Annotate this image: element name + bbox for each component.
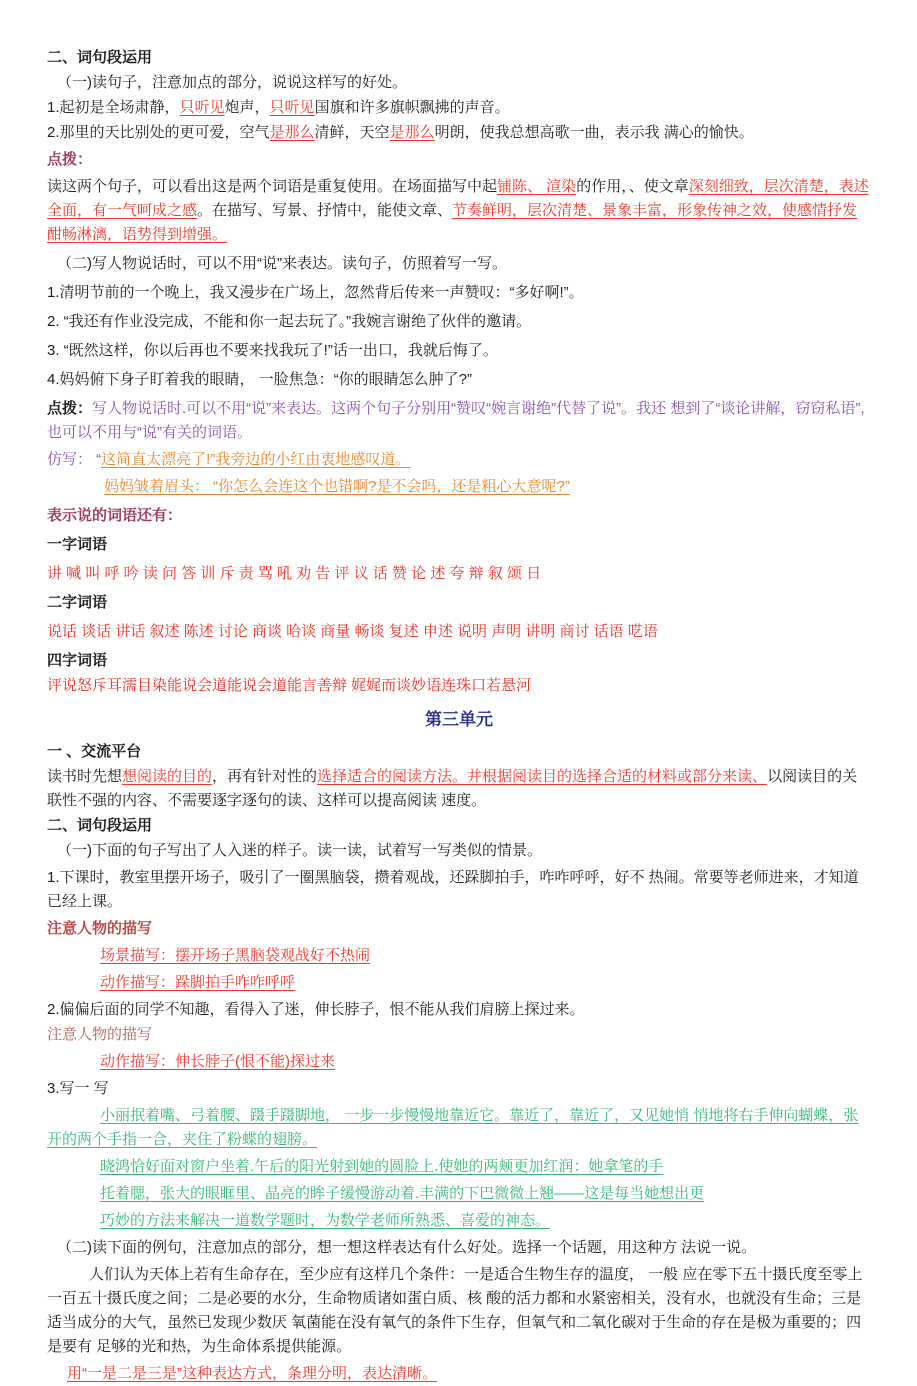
text-segment: 是那么 — [389, 124, 435, 141]
text-segment: 一字词语 — [47, 536, 108, 553]
text-segment: 评说怒斥耳濡目染能说会道能说会道能言善辩 娓娓而谈妙语连珠口若悬河 — [47, 677, 532, 694]
paragraph — [47, 1236, 871, 1260]
text-segment: 巧妙的方法来解决一道数学题时，为数学老师所熟悉、喜爱的神态。 — [100, 1212, 551, 1229]
model-sentence — [47, 1209, 871, 1233]
text-segment: 讲 喊 叫 呼 吟 读 问 答 训 斥 责 骂 吼 劝 告 评 议 话 赞 论 述 夸 辩 叙 颂 日 — [47, 565, 542, 582]
text-segment: 想阅读的目的 — [122, 768, 213, 785]
text-segment: 以阅读目的关联性不强的内容、不需要逐字逐句的读、这样可以提高阅读 速度。 — [47, 768, 858, 809]
paragraph — [47, 121, 871, 145]
text-segment: 国旗和许多旗帜飘拂的声音。 — [314, 99, 510, 116]
text-segment: 选择适合的阅读方法。并根据阅读目的选择合适的材料或部分来读、 — [317, 768, 768, 785]
text-segment: 这简直太漂亮了!”我旁边的小红由衷地感叹道。 — [101, 451, 411, 468]
text-segment: （二)写人物说话时，可以不用“说”来表达。读句子，仿照着写一写。 — [57, 255, 507, 272]
paragraph — [47, 839, 871, 863]
unit-title — [47, 708, 871, 732]
section-heading — [47, 814, 871, 838]
paragraph — [47, 1077, 871, 1101]
text-segment: 1.清明节前的一个晚上，我又漫步在广场上，忽然背后传来一声赞叹：“多好啊!”。 — [47, 284, 584, 301]
text-segment: 节奏鲜明，层次清楚、景象丰富，形象传神之效，使感情抒发酣畅淋漓，语势得到增强。 — [47, 202, 858, 243]
paragraph — [47, 368, 871, 392]
model-sentence — [47, 1104, 871, 1152]
model-sentence — [47, 1155, 871, 1179]
tip-heading — [47, 148, 871, 172]
paragraph — [47, 310, 871, 334]
text-segment: 只听见 — [179, 99, 225, 116]
text-segment: ，再有针对性的 — [212, 768, 318, 785]
paragraph — [47, 339, 871, 363]
text-segment: 的作用，、使文章 — [576, 178, 689, 195]
annotation-line — [47, 1362, 871, 1386]
text-segment: 3. “既然这样，你以后再也不要来找我玩了!”话一出口，我就后悔了。 — [47, 342, 498, 359]
text-segment: 动作描写：跺脚拍手咋咋呼呼 — [100, 974, 296, 991]
model-sentence — [47, 1182, 871, 1206]
text-segment: 说话 谈话 讲话 叙述 陈述 讨论 商谈 哈谈 商量 畅谈 复述 申述 说明 声明 讲明 商讨 话语 呓语 — [47, 623, 658, 640]
text-segment: 注意人物的描写 — [47, 1026, 153, 1043]
text-segment: 3.写一 写 — [47, 1080, 109, 1097]
text-segment: 2.偏偏后面的同学不知趣，看得入了迷，伸长脖子，恨不能从我们肩膀上探过来。 — [47, 1001, 585, 1018]
text-segment: 仿写： “ — [47, 451, 102, 468]
text-segment: 深刻细致，层次清楚，表述全面，有一气呵成之感 — [47, 178, 869, 219]
text-segment: 点拨： — [47, 151, 93, 168]
text-segment: 是那么 — [269, 124, 315, 141]
word-list — [47, 562, 871, 586]
text-segment: 注意人物的描写 — [47, 920, 153, 937]
text-segment: 场景描写：摆开场子黑脑袋观战好不热闹 — [100, 947, 371, 964]
text-segment: 二字词语 — [47, 594, 108, 611]
paragraph — [47, 866, 871, 914]
text-segment: 读书时先想 — [47, 768, 123, 785]
annotation-line — [47, 971, 871, 995]
annotation-line — [47, 944, 871, 968]
text-segment: 1.起初是全场肃静， — [47, 99, 180, 116]
text-segment: 第三单元 — [425, 710, 493, 729]
section-heading — [47, 46, 871, 70]
note-heading — [47, 917, 871, 941]
text-segment: 2.那里的天比别处的更可爱，空气 — [47, 124, 270, 141]
imitation-line — [47, 475, 871, 499]
text-segment: 二、词句段运用 — [47, 817, 153, 834]
text-segment: 一 、交流平台 — [47, 743, 142, 760]
text-segment: 人们认为天体上若有生命存在，至少应有这样几个条件：一是适合生物生存的温度， 一般 应在零下五十摄氏度至零上一百五十摄氏度之间；二是必要的水分，生命物质诸如蛋白质、核 酸的活力都和水紧密相关，没有水，也就没有生命；三是适当成分的大气，虽然已发现少数厌 氧菌能在没有氧气的条件下生存，但氧气和二氧化碳对于生命的存在是极为重要的；四是要有 足够的光和热，为生命体系提供能源。 — [47, 1266, 863, 1355]
tip-paragraph — [47, 397, 871, 445]
list-heading — [47, 533, 871, 557]
text-segment: 四字词语 — [47, 652, 108, 669]
paragraph — [47, 1263, 871, 1359]
list-heading — [47, 504, 871, 528]
text-segment: （一)下面的句子写出了人入迷的样子。读一读，试着写一写类似的情景。 — [57, 842, 542, 859]
paragraph — [47, 96, 871, 120]
text-segment: （二)读下面的例句，注意加点的部分，想一想这样表达有什么好处。选择一个话题，用这种方 法说一说。 — [57, 1239, 757, 1256]
text-segment: 铺陈、 渲染 — [497, 178, 577, 195]
text-segment: 1.下课时，教室里摆开场子，吸引了一圈黑脑袋，攒着观战，还跺脚拍手，咋咋呼呼，好不 热闹。常要等老师进来，才知道已经上课。 — [47, 869, 859, 910]
text-segment: 动作描写：伸长脖子(恨不能)探过来 — [100, 1053, 335, 1070]
text-segment: 妈妈皱着眉头： “你怎么会连这个也错啊?是不会吗，还是粗心大意呢?” — [104, 478, 570, 495]
text-segment: 炮声， — [224, 99, 270, 116]
text-segment: （一)读句子，注意加点的部分，说说这样写的好处。 — [57, 74, 407, 91]
text-segment: 写人物说话时.可以不用“说”来表达。这两个句子分别用“赞叹“婉言谢绝”代替了说”。我还 想到了“谈论讲解，窃窃私语”,也可以不用与“说”有关的词语。 — [47, 400, 865, 441]
imitation-line — [47, 448, 871, 472]
text-segment: 晓鸿恰好面对窗户坐着.午后的阳光射到她的圆脸上.使她的两颊更加红润：她拿笔的手 — [100, 1158, 664, 1175]
text-segment: 读这两个句子，可以看出这是两个词语是重复使用。在场面描写中起 — [47, 178, 498, 195]
text-segment: 二、词句段运用 — [47, 49, 153, 66]
text-segment: 。在描写、写景、抒情中，能使文章、 — [197, 202, 453, 219]
text-segment: 点拨： — [47, 400, 93, 417]
annotation-line — [47, 1050, 871, 1074]
text-segment: 明朗，使我总想高歌一曲，表示我 满心的愉快。 — [434, 124, 754, 141]
word-list — [47, 674, 871, 698]
text-segment: 表示说的词语还有： — [47, 507, 183, 524]
text-segment: 2. “我还有作业没完成，不能和你一起去玩了。”我婉言谢绝了伙伴的邀请。 — [47, 313, 532, 330]
paragraph — [47, 998, 871, 1022]
note-heading — [47, 1023, 871, 1047]
text-segment: 4.妈妈俯下身子盯着我的眼睛， 一脸焦急：“你的眼睛怎么肿了?” — [47, 371, 473, 388]
list-heading — [47, 591, 871, 615]
text-segment: 托着腮，张大的眼眶里、晶亮的眸子缓慢游动着.丰满的下巴微微上翘——这是每当她想出更 — [100, 1185, 705, 1202]
paragraph — [47, 71, 871, 95]
paragraph — [47, 765, 871, 813]
paragraph — [47, 281, 871, 305]
text-segment: 只听见 — [269, 99, 315, 116]
word-list — [47, 620, 871, 644]
section-heading — [47, 740, 871, 764]
paragraph — [47, 175, 871, 247]
paragraph — [47, 252, 871, 276]
list-heading — [47, 649, 871, 673]
text-segment: 小丽抿着嘴、弓着腰、蹑手蹑脚地， 一步一步慢慢地靠近它。靠近了，靠近了，又见她悄 悄地将右手伸向蝴蝶，张开的两个手指一合，夹住了粉蝶的翅膀。 — [47, 1107, 859, 1148]
text-segment: 用“一是二是三是”这种表达方式，条理分明，表达清晰。 — [67, 1365, 437, 1382]
text-segment: 清鲜，天空 — [314, 124, 390, 141]
